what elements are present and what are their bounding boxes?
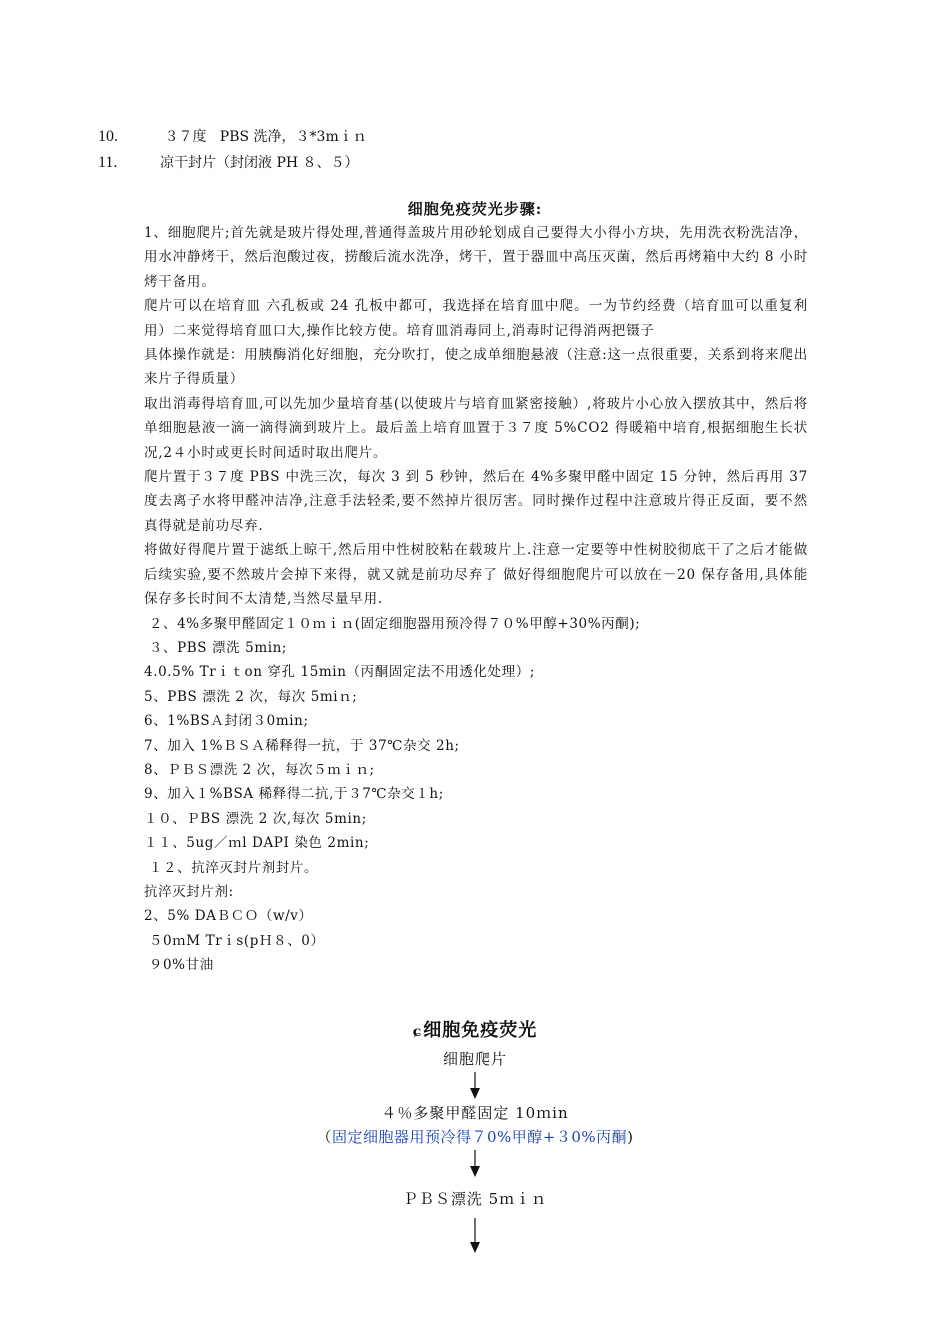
step-line: 8、ＰＢＳ漂洗 2 次，每次５ｍｉｎ; <box>144 761 375 778</box>
paragraph: 爬片可以在培育皿 六孔板或 24 孔板中都可，我选择在培育皿中爬。一为节约经费（培育皿可以重复利用）二来觉得培育皿口大,操作比较方使。培育皿消毒同上,消毒时记得消两把镊子 <box>144 298 808 339</box>
step-line: ２、4%多聚甲醛固定１０ｍｉｎ(固定细胞器用预冷得７０%甲醇+30%丙酮); <box>144 615 641 632</box>
paragraph: 1、细胞爬片;首先就是玻片得处理,普通得盖玻片用砂轮划成自己要得大小得小方块，先用洗衣粉洗洁净，用水冲静烤干，然后泡酸过夜，捞酸后流水洗净，烤干，置于器皿中高压灭菌，然后再烤箱中大约 8 小时烤干备用。 <box>144 225 808 290</box>
flowchart-title-text: 细胞免疫荧光 <box>423 1020 538 1041</box>
step-line: 6、1%BSＡ封闭３0min; <box>144 713 309 730</box>
step-line: 9、加入１%BSA 稀释得二抗,于３7℃杂交１h; <box>144 786 444 803</box>
note-text: 固定细胞器用预冷得７0%甲醇+３0%丙酮 <box>331 1128 628 1146</box>
list-number: 11. <box>98 154 118 171</box>
note-open-paren: （ <box>316 1128 332 1146</box>
flow-node-cell-slide: 细胞爬片 <box>442 1050 507 1068</box>
step-line: ３、PBS 漂洗 5min; <box>144 639 288 656</box>
list-number: 10. <box>98 128 118 145</box>
flow-node-fixation-note <box>0 1125 950 1149</box>
step-line: 5、PBS 漂洗 2 次，每次 5miｎ; <box>144 688 358 705</box>
flowchart-title <box>0 1016 950 1047</box>
step-line: ９0%甘油 <box>144 957 214 974</box>
flowchart <box>0 1016 950 1257</box>
list-item <box>98 150 858 176</box>
step-line: 4.0.5% Trｉｔon 穿孔 15min（丙酮固定法不用透化处理）; <box>144 664 535 681</box>
step-line: ５0ｍM Trｉs(pＨ８、0） <box>144 932 325 949</box>
anchor-mark-icon: ɕ <box>412 1024 423 1040</box>
step-line: １０、ＰBS 漂洗 2 次,每次 5min; <box>144 810 367 827</box>
list-item <box>98 124 858 150</box>
section-title: 细胞免疫荧光步骤: <box>407 200 543 218</box>
numbered-list <box>98 124 858 176</box>
step-line: 7、加入 1%ＢＳＡ稀释得一抗，于 37℃杂交 2h; <box>144 737 460 754</box>
step-line: 2、5% DAＢＣＯ（w/v） <box>144 908 313 925</box>
step-line: １２、抗淬灭封片剂封片。 <box>144 859 319 876</box>
flow-node-pbs-rinse: ＰＢＳ漂洗 5ｍｉｎ <box>402 1190 548 1208</box>
procedure-body <box>144 221 808 978</box>
flow-node-fixation: ４％多聚甲醛固定 10ｍin <box>381 1104 569 1122</box>
list-text: ３７度 PBS 洗净，３*3mｉｎ <box>160 129 367 145</box>
down-arrow-icon <box>465 1217 485 1257</box>
paragraph: 将做好得爬片置于滤纸上晾干,然后用中性树胶粘在载玻片上.注意一定要等中性树胶彻底干了之后才能做后续实验,要不然玻片会掉下来得，就又就是前功尽弃了 做好得细胞爬片可以放在－20 保存备用,具体能保存多长时间不太清楚,当然尽量早用. <box>144 542 808 608</box>
down-arrow-icon <box>465 1071 485 1101</box>
step-line: 抗淬灭封片剂: <box>144 883 234 900</box>
step-line: １１、5ug／ｍl DAPI 染色 2min; <box>144 835 370 852</box>
down-arrow-icon <box>465 1149 485 1179</box>
paragraph: 取出消毒得培育皿,可以先加少量培育基(以使玻片与培育皿紧密接触）,将玻片小心放入摆放其中，然后将单细胞悬液一滴一滴得滴到玻片上。最后盖上培育皿置于３７度 5%CO2 得暖箱中培育,根据细胞生长状况,2４小时或更长时间适时取出爬片。 <box>144 395 808 461</box>
list-text: 凉干封片（封闭液 PH ８、５） <box>160 155 359 171</box>
paragraph: 具体操作就是：用胰酶消化好细胞，充分吹打，使之成单细胞悬液（注意:这一点很重要，关系到将来爬出来片子得质量） <box>144 347 808 388</box>
note-close-paren: ) <box>627 1128 634 1146</box>
paragraph: 爬片置于３７度 PBS 中洗三次，每次 3 到 5 秒钟，然后在 4%多聚甲醛中固定 15 分钟，然后再用 37 度去离子水将甲醛冲洁净,注意手法轻柔,要不然掉片很厉害。同时操作过程中注意玻片得正反面，要不然真得就是前功尽弃. <box>144 469 808 534</box>
